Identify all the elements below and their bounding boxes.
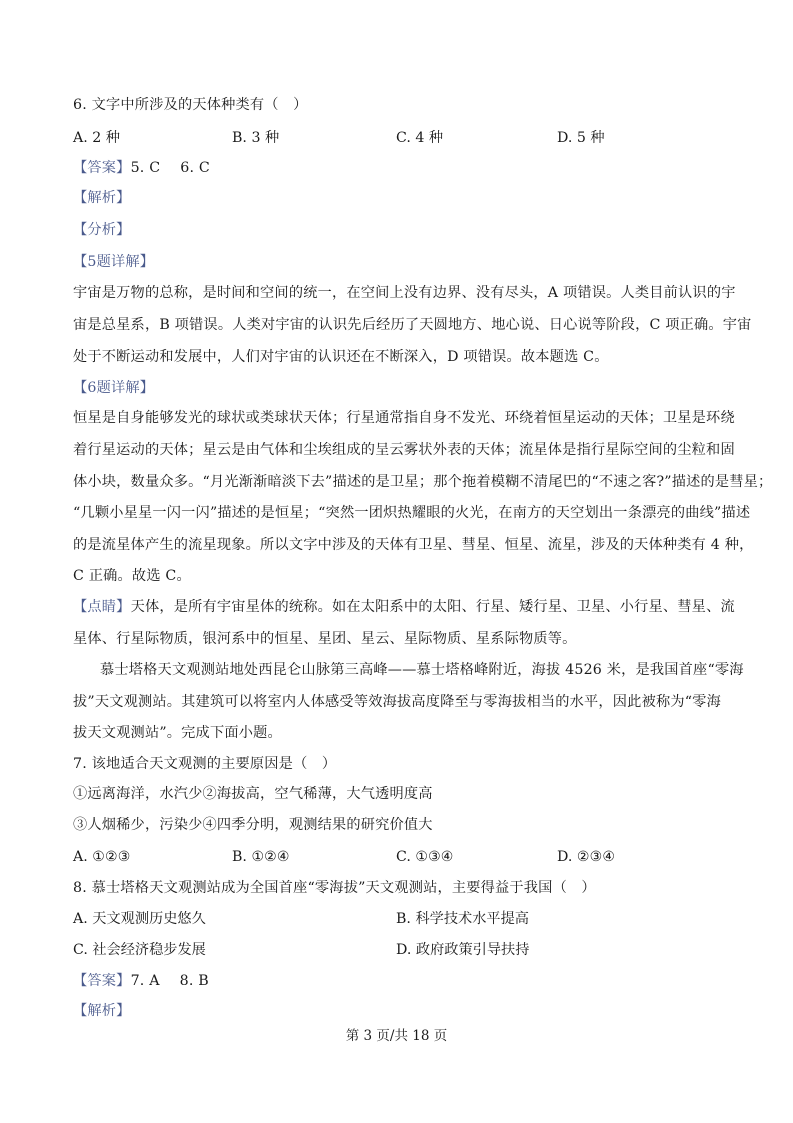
dianjing-line-1 <box>73 597 735 617</box>
q6-option-c: C. 4 种 <box>396 130 444 146</box>
page-footer: 第 3 页/共 18 页 <box>345 1028 448 1044</box>
answer-8: 8. B <box>179 973 209 989</box>
answer-5: 5. C <box>130 160 161 176</box>
answer-tag: 【答案】 <box>73 973 131 989</box>
fenxi-tag: 【分析】 <box>73 222 131 238</box>
material-line: 拔”天文观测站。其建筑可以将室内人体感受等效海拔高度降至与零海拔相当的水平，因此被称为“零海 <box>73 694 721 710</box>
q6-detail-tag: 【6题详解】 <box>73 380 155 396</box>
q6-detail-line: 的是流星体产生的流星现象。所以文字中涉及的天体有卫星、彗星、恒星、流星，涉及的天体种类有 4 种， <box>73 537 754 553</box>
q8-option-c: C. 社会经济稳步发展 <box>73 942 206 958</box>
dianjing-text: 天体，是所有宇宙星体的统称。如在太阳系中的太阳、行星、矮行星、卫星、小行星、彗星、流 <box>130 599 735 615</box>
q5-detail-line: 处于不断运动和发展中，人们对宇宙的认识还在不断深入，D 项错误。故本题选 C。 <box>73 349 609 365</box>
q7-item-line: ③人烟稀少，污染少④四季分明，观测结果的研究价值大 <box>73 817 433 833</box>
q7-item-line: ①远离海洋，水汽少②海拔高，空气稀薄，大气透明度高 <box>73 786 433 802</box>
q6-detail-line: 着行星运动的天体；星云是由气体和尘埃组成的呈云雾状外表的天体；流星体是指行星际空间的尘粒和固 <box>73 442 735 458</box>
q7-option-b: B. ①②④ <box>232 849 290 865</box>
q5-detail-tag: 【5题详解】 <box>73 254 155 270</box>
q8-option-a: A. 天文观测历史悠久 <box>73 911 206 927</box>
dianjing-line-2: 星体、行星际物质，银河系中的恒星、星团、星云、星际物质、星系际物质等。 <box>73 631 577 647</box>
question-8-stem: 8. 慕士塔格天文观测站成为全国首座“零海拔”天文观测站，主要得益于我国（ ） <box>73 880 596 896</box>
material-line: 慕士塔格天文观测站地处西昆仑山脉第三高峰——慕士塔格峰附近，海拔 4526 米，是我国首座“零海 <box>100 662 744 678</box>
q6-detail-line: 体小块，数量众多。“月光渐渐暗淡下去”描述的是卫星；那个拖着模糊不清尾巴的“不速之客?”描述的是彗星； <box>73 474 773 490</box>
answer-line-2 <box>73 971 209 991</box>
answer-tag: 【答案】 <box>73 160 131 176</box>
q6-option-d: D. 5 种 <box>557 130 605 146</box>
analysis-tag-2: 【解析】 <box>73 1003 131 1019</box>
answer-line-1 <box>73 158 210 178</box>
q7-option-c: C. ①③④ <box>396 849 454 865</box>
q6-detail-line: 恒星是自身能够发光的球状或类球状天体；行星通常指自身不发光、环绕着恒星运动的天体；卫星是环绕 <box>73 410 735 426</box>
answer-7: 7. A <box>130 973 160 989</box>
q6-option-a: A. 2 种 <box>73 130 120 146</box>
question-7-stem: 7. 该地适合天文观测的主要原因是（ ） <box>73 756 337 772</box>
q5-detail-line: 宙是总星系，B 项错误。人类对宇宙的认识先后经历了天圆地方、地心说、日心说等阶段，C 项正确。宇宙 <box>73 317 752 333</box>
dianjing-tag: 【点睛】 <box>73 599 131 615</box>
q7-option-d: D. ②③④ <box>557 849 616 865</box>
material-line: 拔天文观测站”。完成下面小题。 <box>73 725 282 741</box>
q7-option-a: A. ①②③ <box>73 849 131 865</box>
q5-detail-line: 宇宙是万物的总称，是时间和空间的统一，在空间上没有边界、没有尽头，A 项错误。人类目前认识的宇 <box>73 285 736 301</box>
q8-option-d: D. 政府政策引导扶持 <box>396 942 530 958</box>
analysis-tag: 【解析】 <box>73 190 131 206</box>
q6-option-b: B. 3 种 <box>232 130 280 146</box>
q8-option-b: B. 科学技术水平提高 <box>396 911 529 927</box>
q6-detail-line: C 正确。故选 C。 <box>73 568 191 584</box>
q6-detail-line: “几颗小星星一闪一闪”描述的是恒星；“突然一团炽热耀眼的火光，在南方的天空划出一条漂亮的曲线”描述 <box>73 505 751 521</box>
question-6-stem: 6. 文字中所涉及的天体种类有（ ） <box>73 97 308 113</box>
answer-6: 6. C <box>180 160 210 176</box>
